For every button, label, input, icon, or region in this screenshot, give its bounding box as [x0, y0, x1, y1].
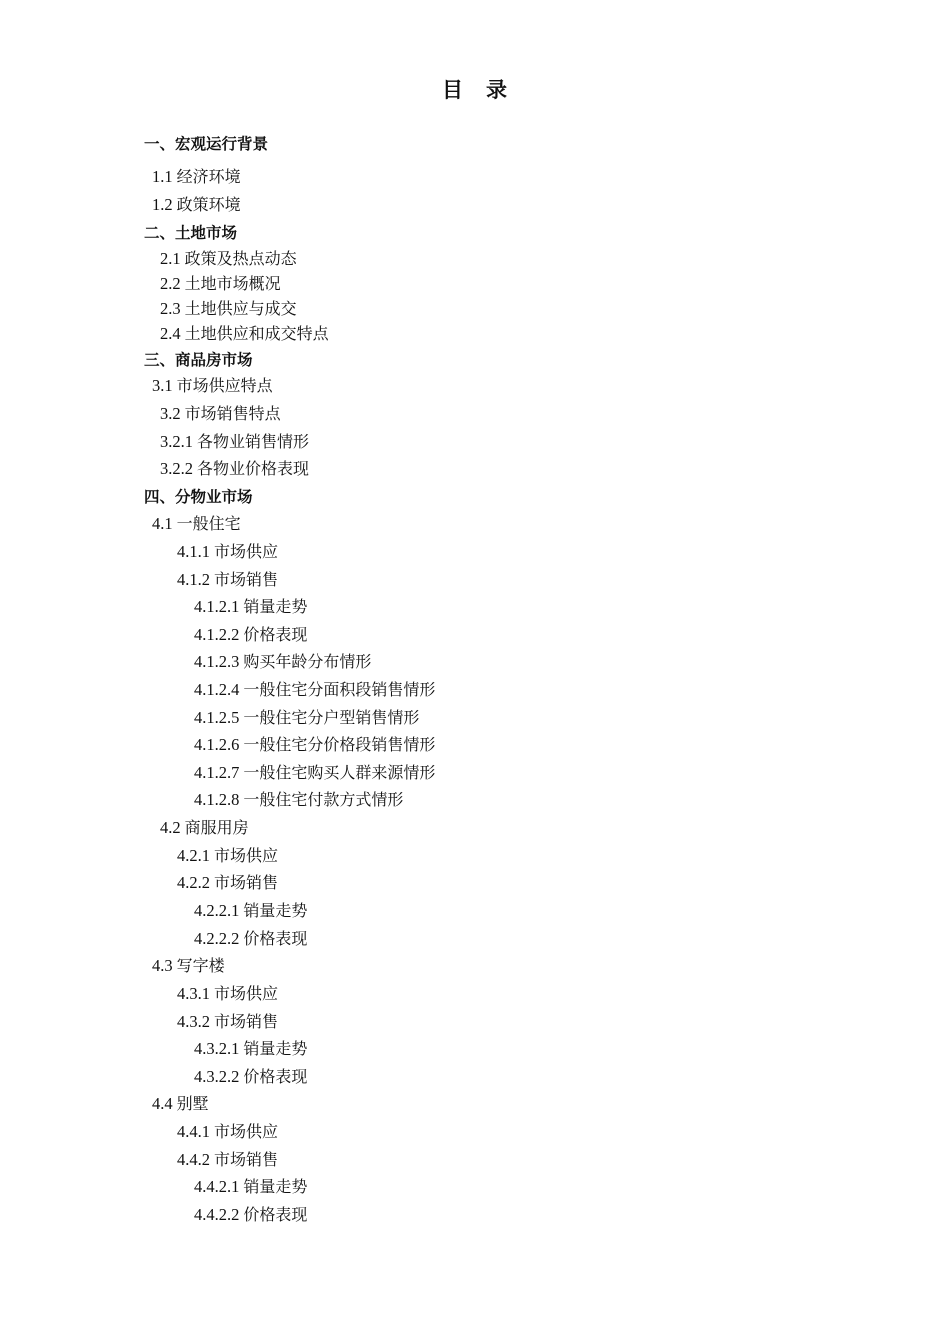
toc-entry-number: 4.3.2.2 [194, 1067, 240, 1086]
toc-entry-number: 4.4.2 [177, 1150, 210, 1169]
toc-entry[interactable] [194, 680, 435, 700]
toc-entry[interactable] [194, 1177, 307, 1197]
toc-entry[interactable] [177, 846, 278, 866]
toc-entry[interactable] [152, 956, 225, 976]
toc-entry[interactable] [177, 1122, 278, 1142]
toc-entry-number: 4.1.2 [177, 570, 210, 589]
toc-entry-number: 4.2.2 [177, 873, 210, 892]
toc-entry[interactable] [177, 873, 278, 893]
toc-entry-number: 4.2 [160, 818, 181, 837]
toc-entry-number: 4.1.2.2 [194, 625, 240, 644]
toc-entry[interactable] [177, 542, 278, 562]
toc-entry-title: 销量走势 [243, 1177, 308, 1196]
toc-entry-number: 4.1.2.4 [194, 680, 240, 699]
toc-section-heading[interactable] [144, 350, 253, 370]
toc-entry[interactable] [177, 1150, 278, 1170]
toc-entry[interactable] [194, 763, 435, 783]
toc-entry[interactable] [152, 167, 241, 187]
toc-entry-title: 三、商品房市场 [144, 351, 253, 369]
toc-entry-number: 4.1.2.8 [194, 790, 240, 809]
toc-entry[interactable] [177, 570, 278, 590]
toc-entry-title: 土地市场概况 [184, 274, 281, 293]
toc-entry-title: 价格表现 [243, 625, 308, 644]
toc-entry-title: 市场供应特点 [176, 376, 273, 395]
toc-entry-title: 市场销售 [214, 570, 279, 589]
toc-entry[interactable] [152, 1094, 209, 1114]
toc-entry[interactable] [177, 984, 278, 1004]
toc-entry-number: 4.4 [152, 1094, 173, 1113]
toc-entry-title: 市场供应 [214, 984, 279, 1003]
toc-entry-title: 一般住宅分户型销售情形 [243, 708, 420, 727]
toc-entry-title: 销量走势 [243, 901, 308, 920]
toc-entry-number: 4.1.1 [177, 542, 210, 561]
toc-entry-number: 4.4.1 [177, 1122, 210, 1141]
toc-entry-number: 3.2.2 [160, 459, 193, 478]
toc-entry-title: 二、土地市场 [144, 224, 238, 242]
toc-entry-title: 价格表现 [243, 1067, 308, 1086]
toc-entry-title: 市场销售 [214, 1012, 279, 1031]
toc-entry-number: 3.1 [152, 376, 173, 395]
toc-entry-title: 一般住宅 [176, 514, 241, 533]
toc-entry-number: 4.4.2.2 [194, 1205, 240, 1224]
toc-entry-title: 市场销售 [214, 873, 279, 892]
toc-entry-title: 土地供应和成交特点 [184, 324, 329, 343]
toc-entry[interactable] [160, 249, 297, 269]
toc-entry-title: 别墅 [176, 1094, 209, 1113]
toc-entry-title: 商服用房 [184, 818, 249, 837]
toc-entry-title: 各物业价格表现 [197, 459, 310, 478]
toc-entry-title: 市场供应 [214, 1122, 279, 1141]
toc-entry-title: 各物业销售情形 [197, 432, 310, 451]
toc-entry[interactable] [160, 459, 309, 479]
toc-entry[interactable] [160, 818, 249, 838]
toc-entry-number: 1.2 [152, 195, 173, 214]
toc-entry[interactable] [152, 514, 241, 534]
toc-entry-number: 4.2.1 [177, 846, 210, 865]
toc-entry[interactable] [194, 1039, 307, 1059]
toc-entry-number: 4.1 [152, 514, 173, 533]
toc-entry-title: 市场销售特点 [184, 404, 281, 423]
toc-entry-title: 经济环境 [176, 167, 241, 186]
toc-entry-number: 4.1.2.7 [194, 763, 240, 782]
toc-entry-number: 3.2.1 [160, 432, 193, 451]
toc-entry-title: 购买年龄分布情形 [243, 652, 372, 671]
toc-entry-title: 一、宏观运行背景 [144, 135, 269, 153]
toc-entry[interactable] [160, 404, 281, 424]
toc-entry-number: 4.2.2.2 [194, 929, 240, 948]
toc-entry-title: 一般住宅分价格段销售情形 [243, 735, 436, 754]
toc-entry-number: 4.1.2.1 [194, 597, 240, 616]
toc-entry[interactable] [194, 1205, 307, 1225]
toc-entry-number: 4.1.2.3 [194, 652, 240, 671]
toc-entry-title: 销量走势 [243, 1039, 308, 1058]
toc-entry[interactable] [160, 432, 309, 452]
toc-entry-number: 3.2 [160, 404, 181, 423]
toc-entry[interactable] [160, 324, 329, 344]
toc-entry-title: 政策环境 [176, 195, 241, 214]
toc-entry-title: 土地供应与成交 [184, 299, 297, 318]
toc-entry-title: 价格表现 [243, 1205, 308, 1224]
toc-entry-title: 一般住宅分面积段销售情形 [243, 680, 436, 699]
toc-entry[interactable] [177, 1012, 278, 1032]
toc-section-heading[interactable] [144, 487, 253, 507]
toc-entry[interactable] [152, 195, 241, 215]
toc-entry[interactable] [194, 929, 307, 949]
page-title: 目 录 [442, 78, 508, 102]
toc-entry[interactable] [194, 901, 307, 921]
toc-section-heading[interactable] [144, 134, 268, 154]
toc-entry-number: 2.4 [160, 324, 181, 343]
toc-entry[interactable] [194, 625, 307, 645]
toc-entry-number: 2.3 [160, 299, 181, 318]
toc-entry-title: 市场供应 [214, 846, 279, 865]
toc-entry[interactable] [194, 652, 371, 672]
toc-entry-title: 一般住宅购买人群来源情形 [243, 763, 436, 782]
toc-entry-title: 四、分物业市场 [144, 488, 253, 506]
toc-entry[interactable] [194, 1067, 307, 1087]
toc-entry-number: 2.2 [160, 274, 181, 293]
toc-entry-number: 2.1 [160, 249, 181, 268]
toc-entry-title: 一般住宅付款方式情形 [243, 790, 404, 809]
toc-entry[interactable] [194, 735, 435, 755]
toc-entry-number: 4.3.2.1 [194, 1039, 240, 1058]
toc-section-heading[interactable] [144, 223, 237, 243]
toc-entry-title: 写字楼 [176, 956, 225, 975]
toc-entry-number: 4.3 [152, 956, 173, 975]
toc-entry-title: 价格表现 [243, 929, 308, 948]
toc-entry[interactable] [194, 790, 403, 810]
toc-entry-title: 市场销售 [214, 1150, 279, 1169]
toc-entry[interactable] [160, 299, 297, 319]
toc-entry-title: 政策及热点动态 [184, 249, 297, 268]
toc-entry-title: 销量走势 [243, 597, 308, 616]
toc-entry-number: 4.1.2.5 [194, 708, 240, 727]
toc-entry-number: 1.1 [152, 167, 173, 186]
toc-entry[interactable] [194, 597, 307, 617]
toc-entry-number: 4.2.2.1 [194, 901, 240, 920]
toc-entry-title: 市场供应 [214, 542, 279, 561]
toc-entry[interactable] [194, 708, 419, 728]
toc-entry-number: 4.4.2.1 [194, 1177, 240, 1196]
toc-entry[interactable] [152, 376, 273, 396]
toc-entry[interactable] [160, 274, 281, 294]
toc-entry-number: 4.3.2 [177, 1012, 210, 1031]
toc-entry-number: 4.3.1 [177, 984, 210, 1003]
toc-entry-number: 4.1.2.6 [194, 735, 240, 754]
